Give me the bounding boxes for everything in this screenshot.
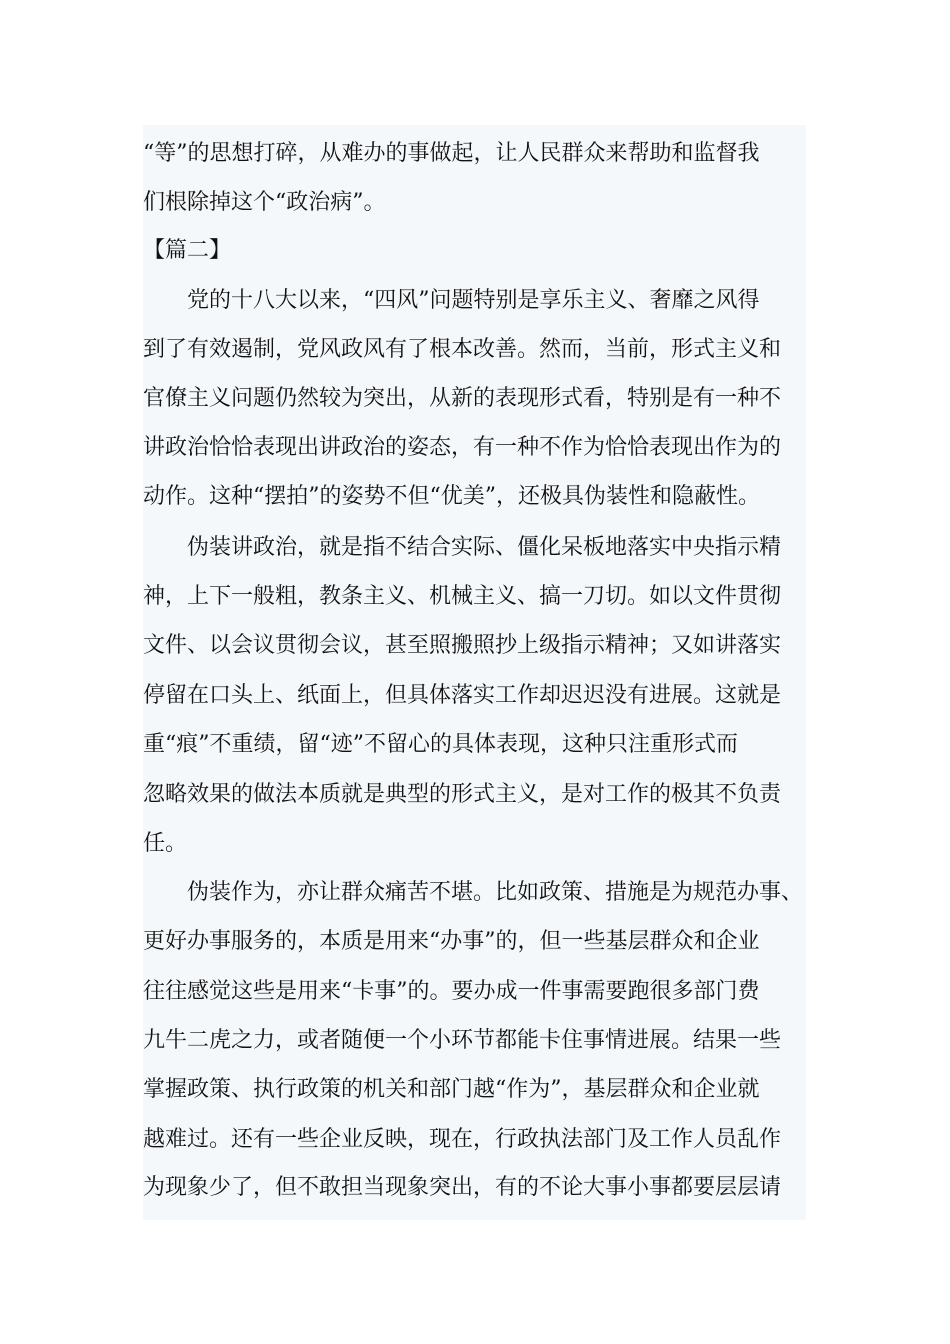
paragraph-first-line: 党的十八大以来，“四风”问题特别是享乐主义、奢靡之风得 bbox=[187, 288, 760, 313]
paragraph-first-line: 伪装作为，亦让群众痛苦不堪。比如政策、措施是为规范办事、 bbox=[187, 880, 804, 905]
document-text-block bbox=[143, 125, 806, 1220]
text-line: 越难过。还有一些企业反映，现在，行政执法部门及工作人员乱作 bbox=[143, 1127, 782, 1152]
text-line: 为现象少了，但不敢担当现象突出，有的不论大事小事都要层层请 bbox=[143, 1175, 782, 1200]
text-line: 任。 bbox=[143, 831, 188, 856]
text-line: 文件、以会议贯彻会议，甚至照搬照抄上级指示精神；又如讲落实 bbox=[143, 633, 782, 658]
text-line: 讲政治恰恰表现出讲政治的姿态，有一种不作为恰恰表现出作为的 bbox=[143, 435, 782, 460]
text-line: 们根除掉这个“政治病”。 bbox=[143, 190, 386, 215]
text-line: “等”的思想打碎，从难办的事做起，让人民群众来帮助和监督我 bbox=[143, 141, 760, 166]
text-line: 更好办事服务的，本质是用来“办事”的，但一些基层群众和企业 bbox=[143, 929, 760, 954]
paragraph-first-line: 伪装讲政治，就是指不结合实际、僵化呆板地落实中央指示精 bbox=[187, 535, 782, 560]
text-line: 官僚主义问题仍然较为突出，从新的表现形式看，特别是有一种不 bbox=[143, 386, 782, 411]
text-line: 神，上下一般粗，教条主义、机械主义、搞一刀切。如以文件贯彻 bbox=[143, 584, 782, 609]
text-line: 停留在口头上、纸面上，但具体落实工作却迟迟没有进展。这就是 bbox=[143, 683, 782, 708]
text-line: 九牛二虎之力，或者随便一个小环节都能卡住事情进展。结果一些 bbox=[143, 1028, 782, 1053]
text-line: 重“痕”不重绩，留“迹”不留心的具体表现，这种只注重形式而 bbox=[143, 732, 738, 757]
text-line: 到了有效遏制，党风政风有了根本改善。然而，当前，形式主义和 bbox=[143, 337, 782, 362]
text-line: 掌握政策、执行政策的机关和部门越“作为”，基层群众和企业就 bbox=[143, 1077, 760, 1102]
text-line: 动作。这种“摆拍”的姿势不但“优美”，还极具伪装性和隐蔽性。 bbox=[143, 484, 760, 509]
section-heading: 【篇二】 bbox=[143, 238, 232, 263]
text-line: 忽略效果的做法本质就是典型的形式主义，是对工作的极其不负责 bbox=[143, 782, 782, 807]
text-line: 往往感觉这些是用来“卡事”的。要办成一件事需要跑很多部门费 bbox=[143, 979, 760, 1004]
